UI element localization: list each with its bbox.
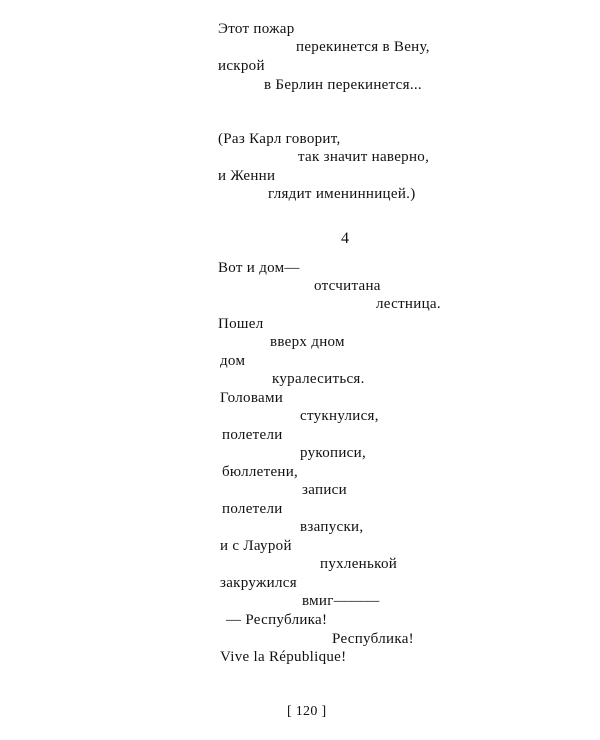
poem-line: Головами [220, 390, 284, 406]
poem-line: и Женни [218, 168, 276, 184]
poem-line: Этот пожар [218, 21, 295, 37]
poem-line: и с Лаурой [220, 538, 292, 554]
poem-line: так значит наверно, [298, 149, 430, 165]
section-number: 4 [341, 230, 350, 247]
poem-line: записи [302, 482, 347, 498]
poem-line: Республика! [332, 631, 414, 647]
poem-line: перекинется в Вену, [296, 39, 430, 55]
poem-line: в Берлин перекинется... [264, 77, 422, 93]
poem-line: дом [220, 353, 246, 369]
poem-line: куралеситься. [272, 371, 365, 387]
poem-line: стукнулися, [300, 408, 379, 424]
poem-line: взапуски, [300, 519, 364, 535]
poem-line: бюллетени, [222, 464, 299, 480]
poem-line: Vive la République! [220, 649, 347, 665]
poem-line: лестница. [376, 296, 441, 312]
poem-line: глядит именинницей.) [268, 186, 416, 202]
poem-line: пухленькой [320, 556, 398, 572]
poem-line: полетели [222, 427, 283, 443]
poem-line: рукописи, [300, 445, 367, 461]
poem-line: Вот и дом— [218, 260, 300, 276]
poem-line: вверх дном [270, 334, 345, 350]
poem-line: закружился [220, 575, 297, 591]
poem-line: отсчитана [314, 278, 381, 294]
poem-line: полетели [222, 501, 283, 517]
poem-line: (Раз Карл говорит, [218, 131, 341, 147]
poem-line: — Республика! [226, 612, 328, 628]
poem-line: Пошел [218, 316, 264, 332]
poem-line: искрой [218, 58, 265, 74]
page-number: [ 120 ] [287, 704, 327, 719]
poem-line: вмиг——— [302, 593, 380, 609]
